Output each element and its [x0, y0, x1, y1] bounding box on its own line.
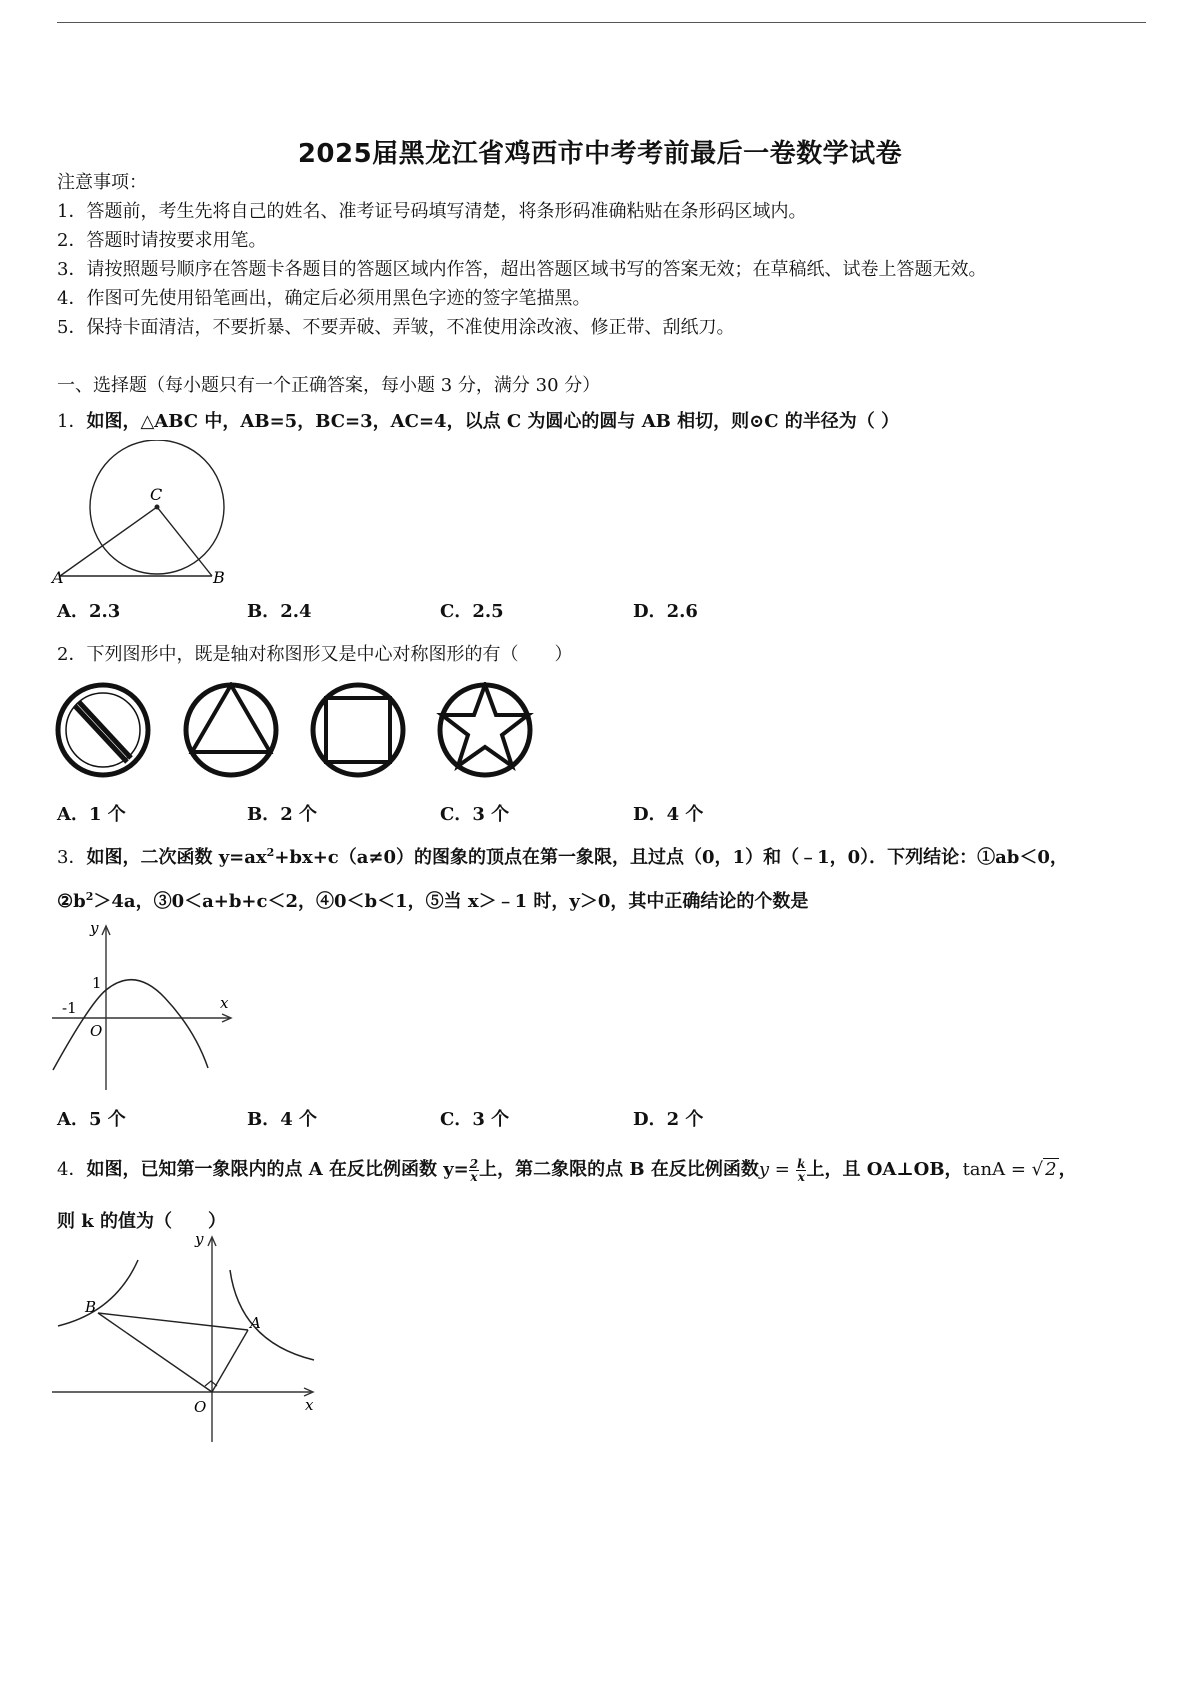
q4-right-angle-mark	[205, 1381, 217, 1386]
q2-shape-circle-triangle	[186, 685, 276, 775]
page-title: 2025届黑龙江省鸡西市中考考前最后一卷数学试卷	[297, 139, 903, 169]
question-text: 如图，已知第一象限内的点 A 在反比例函数 y= $\frac{2}{x}$ 上，第二象限的点 B 在反比例函数y = $\frac{k}{x}$ 上，且 OA⊥OB，tanA = √ 2 ，	[86, 1156, 1077, 1184]
q4-segment-ob	[98, 1313, 212, 1392]
q1-figure	[50, 440, 250, 590]
notice-item: 5．保持卡面清洁，不要折暴、不要弄破、弄皱，不准使用涂改液、修正带、刮纸刀。	[57, 317, 735, 338]
option-a: A．5 个	[57, 1109, 126, 1130]
notice-item: 4．作图可先使用铅笔画出，确定后必须用黑色字迹的签字笔描黑。	[57, 288, 591, 309]
question-3-line-2: $②b^2>4a$，③0＜a+b+c＜2，④0＜b＜1，⑤当 x＞﹣1 时，y＞0，其中正确结论的个数是	[57, 890, 809, 912]
q4-label-x: x	[305, 1396, 314, 1414]
notice-heading: 注意事项：	[57, 172, 147, 193]
q2-figure	[55, 682, 535, 782]
q3-label-y: y	[90, 919, 99, 937]
notice-item: 1．答题前，考生先将自己的姓名、准考证号码填写清楚，将条形码准确粘贴在条形码区域内。	[57, 201, 807, 222]
question-number: 4．	[57, 1159, 87, 1180]
q1-segment-ac	[60, 507, 157, 576]
q4-label-b: B	[85, 1298, 97, 1316]
q1-label-b: B	[213, 568, 225, 587]
q1-center-point	[155, 505, 160, 510]
option-c: C．3 个	[440, 1109, 510, 1130]
q2-shape-circle-slash	[58, 685, 148, 775]
q4-segment-oa	[212, 1330, 248, 1392]
q1-label-a: A	[52, 568, 64, 587]
option-c: C．2.5	[440, 601, 504, 622]
top-rule	[57, 22, 1146, 23]
option-c: C．3 个	[440, 804, 510, 825]
question-number: 1．	[57, 411, 87, 432]
q2-shape-circle-star	[440, 685, 530, 775]
q1-segment-bc	[157, 507, 212, 576]
q3-label-one: 1	[92, 974, 102, 992]
question-4-line-2: 则 k 的值为（ ）	[57, 1211, 227, 1232]
option-b: B．2 个	[247, 804, 318, 825]
q4-label-a: A	[250, 1314, 261, 1332]
question-2	[57, 640, 572, 666]
q3-parabola	[53, 980, 208, 1070]
section-heading: 一、选择题（每小题只有一个正确答案，每小题 3 分，满分 30 分）	[57, 375, 601, 396]
option-b: B．4 个	[247, 1109, 318, 1130]
notice-item: 2．答题时请按要求用笔。	[57, 230, 267, 251]
question-text: 如图，二次函数 $y=ax^2+bx+c(a\ne 0)$的图象的顶点在第一象限，且过点（0，1）和（﹣1，0）．下列结论：①ab＜0，	[86, 846, 1068, 868]
question-4	[57, 1155, 1077, 1183]
q4-segment-ab	[98, 1313, 248, 1330]
option-b: B．2.4	[247, 601, 312, 622]
option-d: D．4 个	[633, 804, 704, 825]
q2-shape-circle-square	[313, 685, 403, 775]
question-3	[57, 843, 1068, 869]
q3-figure	[50, 918, 240, 1098]
q4-curve-first-quadrant	[230, 1270, 314, 1360]
notice-item: 3．请按照题号顺序在答题卡各题目的答题区域内作答，超出答题区域书写的答案无效；在草稿纸、试卷上答题无效。	[57, 259, 987, 280]
option-d: D．2 个	[633, 1109, 704, 1130]
q4-label-y: y	[195, 1232, 204, 1248]
option-a: A．1 个	[57, 804, 126, 825]
q3-label-x: x	[220, 994, 229, 1012]
q3-label-neg-one: -1	[62, 999, 77, 1017]
question-number: 3．	[57, 847, 87, 868]
q4-label-origin: O	[194, 1398, 207, 1416]
question-1	[57, 407, 899, 433]
question-text: 下列图形中，既是轴对称图形又是中心对称图形的有（ ）	[86, 644, 573, 665]
question-number: 2．	[57, 644, 87, 665]
question-text: 如图，△ABC 中，AB=5，BC=3，AC=4，以点 C 为圆心的圆与 AB 相切，则⊙C 的半径为（ ）	[86, 411, 900, 432]
q4-figure	[50, 1232, 325, 1447]
q1-label-c: C	[150, 485, 163, 504]
option-a: A．2.3	[57, 601, 121, 622]
q3-label-origin: O	[90, 1022, 103, 1040]
option-d: D．2.6	[633, 601, 698, 622]
